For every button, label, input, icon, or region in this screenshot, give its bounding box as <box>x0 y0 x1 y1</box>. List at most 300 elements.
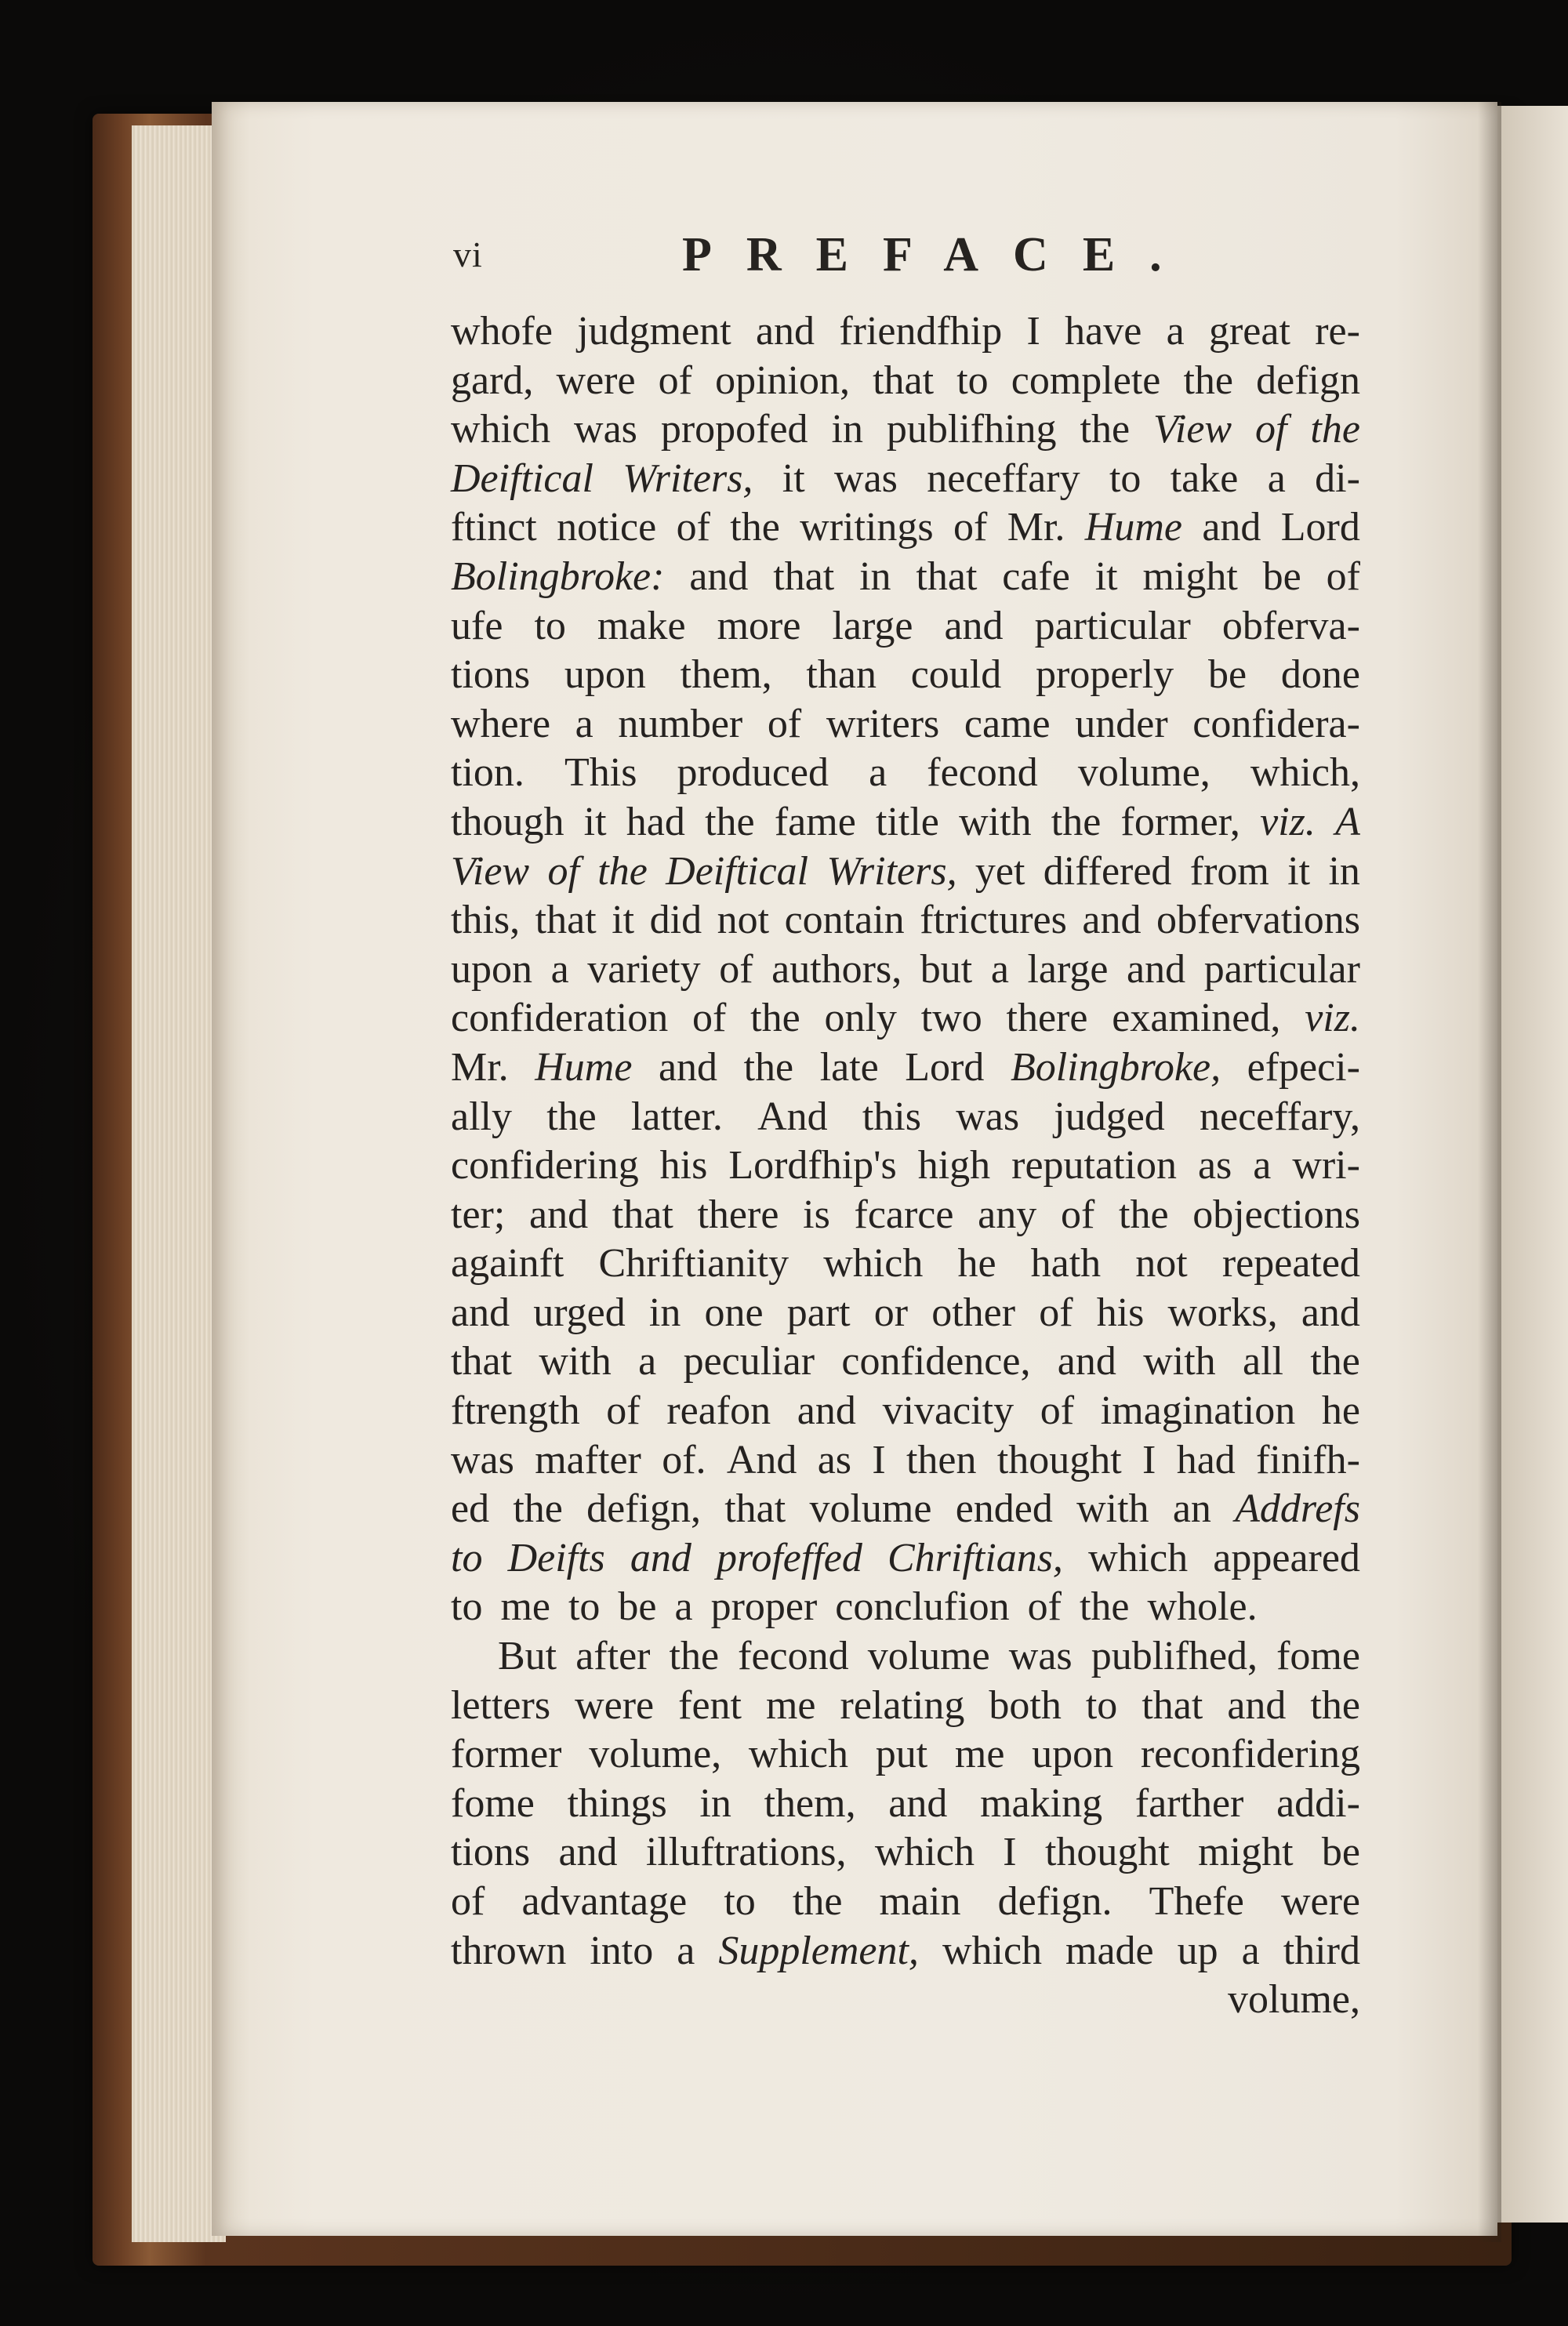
word: other <box>931 1290 1016 1335</box>
word: reputation <box>1011 1143 1177 1188</box>
word: gard, <box>451 357 534 403</box>
text-line <box>451 945 1360 995</box>
word: and <box>1227 1682 1287 1728</box>
word: the <box>1310 407 1360 452</box>
text-line <box>451 1485 1360 1534</box>
word: properly <box>1036 652 1174 698</box>
word: fome <box>451 1780 535 1826</box>
word: the <box>1080 407 1131 452</box>
word: which <box>451 407 551 452</box>
word: were <box>575 1682 655 1728</box>
word: urged <box>533 1290 626 1335</box>
word: upon <box>451 946 532 992</box>
word: the <box>1119 1192 1169 1237</box>
text-run: to me to be a proper conclufion of the whole. <box>451 1584 1258 1630</box>
word: then <box>906 1437 977 1482</box>
word: former <box>451 1732 562 1777</box>
word: a <box>677 1928 695 1973</box>
word: Hume <box>535 1044 633 1090</box>
word: were <box>556 357 636 403</box>
word: had <box>1176 1437 1236 1482</box>
word: efpeci- <box>1247 1044 1360 1090</box>
word: a <box>575 701 593 746</box>
word: thought <box>996 1437 1122 1482</box>
word: title <box>876 799 939 844</box>
word: the <box>1051 799 1102 844</box>
word: only <box>824 996 897 1041</box>
word: there <box>1006 996 1088 1041</box>
text-line <box>451 1387 1360 1436</box>
word: he <box>957 1241 996 1286</box>
word: notice <box>557 505 657 550</box>
word: me <box>954 1732 1005 1777</box>
word: of <box>1039 1290 1073 1335</box>
word: which <box>942 1928 1043 1973</box>
word: judged <box>1054 1094 1165 1139</box>
word: of <box>767 701 802 746</box>
word: that <box>916 553 978 599</box>
word: and <box>630 1535 691 1580</box>
word: be <box>1262 553 1301 599</box>
word: of <box>1326 553 1360 599</box>
word: confidera- <box>1192 701 1360 746</box>
text-line <box>451 1682 1360 1731</box>
word: to <box>724 1879 756 1924</box>
word: repeated <box>1221 1241 1360 1286</box>
word: high <box>917 1143 991 1188</box>
word: Thefe <box>1149 1879 1244 1924</box>
word: them, <box>680 652 772 698</box>
word: be <box>1321 1830 1360 1875</box>
word: with <box>1076 1486 1149 1532</box>
word: that <box>535 898 597 943</box>
word: ufe <box>451 603 503 648</box>
text-line <box>451 896 1360 945</box>
word: viz. <box>1260 799 1316 844</box>
word: his <box>659 1143 708 1188</box>
word: reafon <box>666 1388 771 1434</box>
word: as <box>1197 1143 1232 1188</box>
word: one <box>704 1290 764 1335</box>
word: put <box>875 1732 928 1777</box>
word: is <box>803 1192 830 1237</box>
word: in <box>831 407 863 452</box>
text-line <box>451 1239 1360 1289</box>
word: View <box>451 848 530 894</box>
word: writings <box>800 505 934 550</box>
word: advantage <box>521 1879 688 1924</box>
word: thought <box>1044 1830 1170 1875</box>
word: all <box>1243 1339 1284 1384</box>
word: of <box>676 505 710 550</box>
word: differed <box>1043 848 1172 894</box>
word: the <box>669 1634 720 1679</box>
word: Mr. <box>451 1044 509 1090</box>
word: fent <box>678 1682 742 1728</box>
word: Writers, <box>826 848 957 894</box>
word: volume <box>867 1634 990 1679</box>
word: into <box>590 1928 654 1973</box>
text-line <box>451 798 1360 847</box>
word: Hume <box>1084 505 1182 550</box>
text-line <box>451 602 1360 651</box>
word: Mr. <box>1007 505 1065 550</box>
word: that <box>1142 1682 1203 1728</box>
word: of <box>1060 1192 1095 1237</box>
word: a <box>1267 455 1286 501</box>
word: his <box>1096 1290 1145 1335</box>
text-line <box>451 847 1360 897</box>
word: this <box>862 1094 921 1139</box>
word: againft <box>451 1241 564 1286</box>
word: and <box>529 1192 589 1237</box>
word: could <box>910 652 1002 698</box>
word: Lordfhip's <box>728 1143 897 1188</box>
word: Deifts <box>507 1535 605 1580</box>
word: as <box>817 1437 852 1482</box>
word: mafter <box>535 1437 641 1482</box>
word: had <box>626 799 685 844</box>
word: particular <box>1034 603 1191 648</box>
word: fame <box>774 799 856 844</box>
word: where <box>451 701 551 746</box>
word: be <box>1207 652 1247 698</box>
word: he <box>1321 1388 1360 1434</box>
word: me <box>765 1682 816 1728</box>
text-line <box>451 1828 1360 1878</box>
word: a <box>550 946 569 992</box>
word: Bolingbroke: <box>451 553 665 599</box>
word: not <box>1135 1241 1188 1286</box>
word: ftrictures <box>920 898 1067 943</box>
word: publifhing <box>886 407 1057 452</box>
word: tion. <box>451 750 524 796</box>
word: complete <box>1011 357 1161 403</box>
word: of <box>692 996 727 1041</box>
word: I <box>1003 1830 1017 1875</box>
word: of <box>451 1879 485 1924</box>
word: Chriftianity <box>598 1241 789 1286</box>
word: that <box>612 1192 673 1237</box>
word: a <box>1166 309 1185 354</box>
word: it <box>1287 848 1311 894</box>
word: two <box>920 996 982 1041</box>
word: finifh- <box>1256 1437 1360 1482</box>
word: profeffed <box>717 1535 862 1580</box>
word: of <box>1255 407 1287 452</box>
word: an <box>1172 1486 1211 1532</box>
word: fome <box>1276 1634 1360 1679</box>
word: appeared <box>1213 1535 1360 1580</box>
word: the <box>792 1879 843 1924</box>
word: did <box>649 898 702 943</box>
word: of <box>1040 1388 1075 1434</box>
word: and <box>1057 1339 1116 1384</box>
word: and <box>689 553 749 599</box>
word: and <box>888 1780 948 1826</box>
word: whofe <box>451 309 553 354</box>
word: Writers, <box>622 455 753 501</box>
text-line <box>451 307 1360 357</box>
word: opinion, <box>715 357 850 403</box>
word: I <box>1142 1437 1156 1482</box>
word: And <box>757 1094 828 1139</box>
word: Lord <box>1280 505 1360 550</box>
text-line <box>451 1337 1360 1387</box>
text-line <box>451 553 1360 602</box>
word: I <box>1026 309 1040 354</box>
word: to <box>1109 455 1142 501</box>
word: of <box>658 357 692 403</box>
text-line <box>451 1780 1360 1829</box>
page-header <box>453 228 1363 288</box>
word: the <box>513 1486 563 1532</box>
word: the <box>705 799 755 844</box>
word: wri- <box>1292 1143 1360 1188</box>
word: I <box>872 1437 886 1482</box>
word: though <box>451 799 564 844</box>
word: cafe <box>1002 553 1070 599</box>
word: was <box>834 455 898 501</box>
word: obfervations <box>1156 898 1360 943</box>
word: there <box>697 1192 779 1237</box>
word: which <box>823 1241 924 1286</box>
word: peculiar <box>683 1339 815 1384</box>
word: the <box>1310 1682 1360 1728</box>
word: fcarce <box>854 1192 954 1237</box>
page-number: vi <box>453 234 483 274</box>
body-text <box>451 307 1360 2025</box>
text-line <box>451 700 1360 749</box>
word: both <box>989 1682 1062 1728</box>
word: after <box>575 1634 651 1679</box>
word: the <box>1183 357 1233 403</box>
word: take <box>1170 455 1239 501</box>
word: ed <box>451 1486 490 1532</box>
word: volume, <box>589 1732 722 1777</box>
word: in <box>1328 848 1360 894</box>
word: viz. <box>1305 996 1360 1041</box>
word: might <box>1198 1830 1294 1875</box>
word: re- <box>1315 309 1360 354</box>
word: Lord <box>905 1044 985 1090</box>
word: to <box>956 357 989 403</box>
word: contain <box>784 898 905 943</box>
word: ftrength <box>451 1388 580 1434</box>
word: Supplement, <box>718 1928 919 1973</box>
text-line <box>451 1534 1360 1584</box>
word: up <box>1177 1928 1218 1973</box>
word: obferva- <box>1221 603 1360 648</box>
word: third <box>1283 1928 1360 1973</box>
word: Chriftians, <box>887 1535 1063 1580</box>
word: to <box>451 1535 483 1580</box>
text-line <box>451 1878 1360 1927</box>
word: a <box>1253 1143 1272 1188</box>
word: it <box>782 455 805 501</box>
word: But <box>498 1634 557 1679</box>
word: objections <box>1192 1192 1360 1237</box>
word: variety <box>587 946 701 992</box>
word: to <box>534 603 566 648</box>
word: illuftrations, <box>645 1830 847 1875</box>
word: Bolingbroke, <box>1010 1044 1221 1090</box>
word: to <box>1085 1682 1118 1728</box>
word: the <box>546 1094 597 1139</box>
word: of <box>719 946 753 992</box>
word: that <box>724 1486 786 1532</box>
word: of <box>606 1388 641 1434</box>
word: and <box>755 309 815 354</box>
word: produced <box>677 750 829 796</box>
word: tions <box>451 1830 531 1875</box>
text-line <box>451 1093 1360 1142</box>
word: judgment <box>577 309 731 354</box>
word: large <box>1027 946 1109 992</box>
word: than <box>806 652 877 698</box>
word: examined, <box>1112 996 1281 1041</box>
word: friendfhip <box>839 309 1003 354</box>
word: the <box>1310 1339 1360 1384</box>
word: farther <box>1134 1780 1244 1826</box>
text-line <box>451 357 1360 406</box>
word: late <box>819 1044 879 1090</box>
word: confideration <box>451 996 669 1041</box>
word: came <box>964 701 1051 746</box>
word: that <box>773 553 835 599</box>
word: was <box>451 1437 514 1482</box>
text-line <box>451 1730 1360 1780</box>
word: made <box>1065 1928 1154 1973</box>
word: of <box>953 505 988 550</box>
word: writers <box>826 701 940 746</box>
word: volume <box>809 1486 932 1532</box>
word: particular <box>1203 946 1360 992</box>
word: This <box>564 750 637 796</box>
word: them, <box>764 1780 856 1826</box>
word: this, <box>451 898 521 943</box>
word: ftinct <box>451 505 537 550</box>
word: which <box>1088 1535 1189 1580</box>
word: hath <box>1030 1241 1102 1286</box>
text-line <box>451 405 1360 455</box>
word: defign <box>1256 357 1360 403</box>
word: View <box>1152 407 1232 452</box>
word: a <box>869 750 887 796</box>
word: which <box>748 1732 848 1777</box>
word: great <box>1208 309 1290 354</box>
word: make <box>597 603 686 648</box>
word: defign. <box>997 1879 1112 1924</box>
word: Deiftical <box>666 848 809 894</box>
word: from <box>1189 848 1269 894</box>
word: confidence, <box>841 1339 1031 1384</box>
word: ended <box>955 1486 1053 1532</box>
word: the <box>750 996 800 1041</box>
text-line <box>451 651 1360 700</box>
facing-page-edge <box>1494 106 1568 2223</box>
word: and <box>1082 898 1142 943</box>
word: it <box>612 898 635 943</box>
word: and <box>451 1290 510 1335</box>
word: in <box>648 1290 681 1335</box>
word: yet <box>975 848 1025 894</box>
running-head: PREFACE. <box>682 228 1196 281</box>
word: and <box>1202 505 1261 550</box>
word: part <box>786 1290 851 1335</box>
text-line <box>451 1289 1360 1338</box>
word: with <box>959 799 1032 844</box>
word: former, <box>1120 799 1240 844</box>
word: upon <box>564 652 646 698</box>
word: A <box>1335 799 1360 844</box>
word: was <box>956 1094 1020 1139</box>
word: main <box>879 1879 961 1924</box>
word: might <box>1142 553 1238 599</box>
word: addi- <box>1276 1780 1360 1826</box>
text-line <box>451 1191 1360 1240</box>
word: volume, <box>1077 750 1210 796</box>
word: and <box>1301 1290 1360 1335</box>
word: was <box>574 407 637 452</box>
word: ter; <box>451 1192 506 1237</box>
word: thrown <box>451 1928 567 1973</box>
text-line <box>451 1436 1360 1486</box>
word: reconfidering <box>1140 1732 1360 1777</box>
word: in <box>699 1780 731 1826</box>
word: it <box>1094 553 1118 599</box>
word: not <box>717 898 770 943</box>
text-line <box>451 1043 1360 1093</box>
word: ally <box>451 1094 512 1139</box>
word: and <box>797 1388 856 1434</box>
word: di- <box>1315 455 1360 501</box>
word: and <box>558 1830 618 1875</box>
word: that <box>873 357 935 403</box>
text-line <box>451 1632 1360 1682</box>
word: that <box>451 1339 512 1384</box>
word: done <box>1280 652 1360 698</box>
word: was <box>1008 1634 1073 1679</box>
word: upon <box>1032 1732 1114 1777</box>
word: defign, <box>586 1486 701 1532</box>
word: of <box>547 848 579 894</box>
word: the <box>743 1044 794 1090</box>
word: Deiftical <box>451 455 593 501</box>
word: things <box>567 1780 667 1826</box>
word: tions <box>451 652 531 698</box>
word: making <box>980 1780 1103 1826</box>
text-line <box>451 994 1360 1043</box>
catchword-line <box>451 1976 1360 2025</box>
word: neceffary, <box>1200 1094 1360 1139</box>
word: it <box>583 799 607 844</box>
word: have <box>1065 309 1142 354</box>
word: and <box>944 603 1004 648</box>
word: more <box>717 603 801 648</box>
word: which <box>874 1830 975 1875</box>
word: and <box>1127 946 1186 992</box>
word: fecond <box>927 750 1038 796</box>
word: neceffary <box>927 455 1080 501</box>
word: imagination <box>1100 1388 1296 1434</box>
text-line <box>451 1583 1360 1632</box>
word: relating <box>840 1682 965 1728</box>
text-line <box>451 749 1360 798</box>
word: were <box>1280 1879 1360 1924</box>
word: the <box>730 505 780 550</box>
catchword: volume, <box>1228 1977 1360 2023</box>
